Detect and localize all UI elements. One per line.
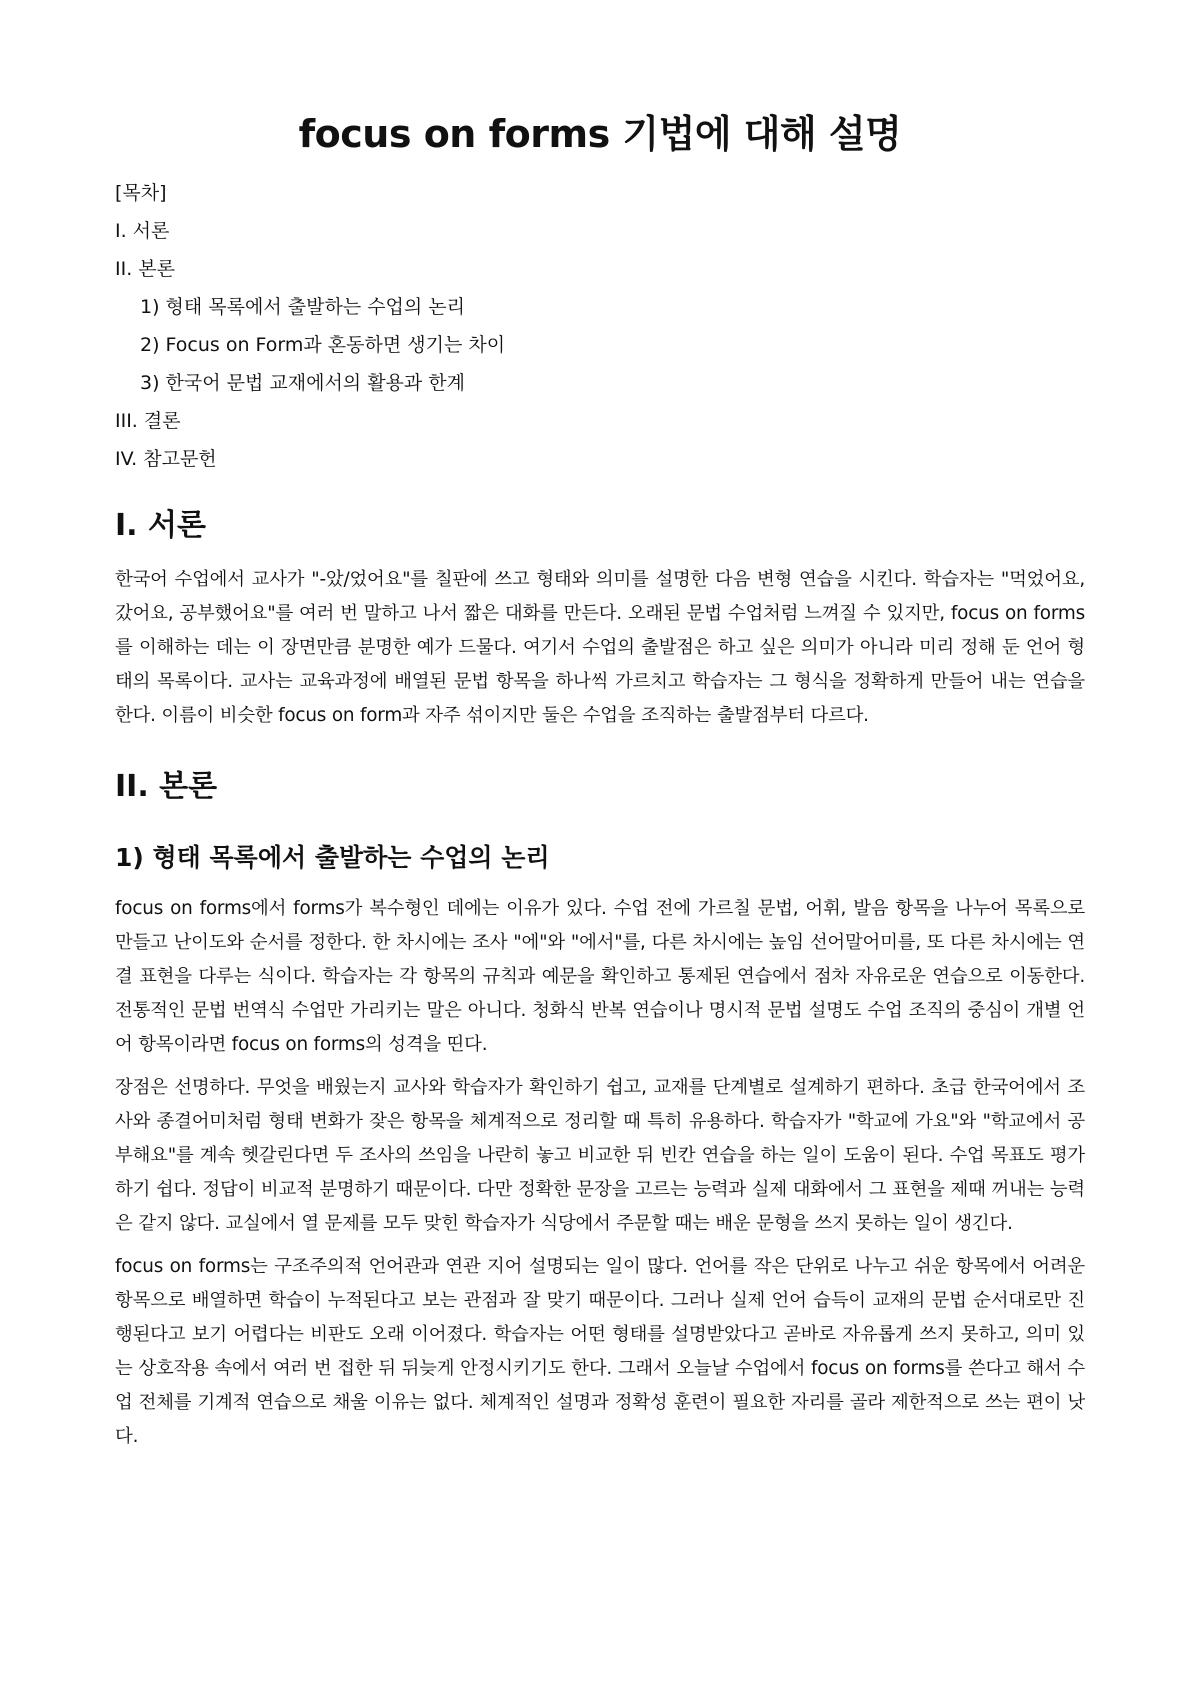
- body-paragraph-3: focus on forms는 구조주의적 언어관과 연관 지어 설명되는 일이 많다. 언어를 작은 단위로 나누고 쉬운 항목에서 어려운 항목으로 배열하면 학습이 누적된다고 보는 관점과 잘 맞기 때문이다. 그러나 실제 언어 습득이 교재의 문법 순서대로만 진행된다고 보기 어렵다는 비판도 오래 이어졌다. 학습자는 어떤 형태를 설명받았다고 곧바로 자유롭게 쓰지 못하고, 의미 있는 상호작용 속에서 여러 번 접한 뒤 뒤늦게 안정시키기도 한다. 그래서 오늘날 수업에서 focus on forms를 쓴다고 해서 수업 전체를 기계적 연습으로 채울 이유는 없다. 체계적인 설명과 정확성 훈련이 필요한 자리를 골라 제한적으로 쓰는 편이 낫다.: [115, 1255, 1085, 1447]
- toc-subitem-2: 2) Focus on Form과 혼동하면 생기는 차이: [140, 333, 506, 356]
- subsection-heading-1: 1) 형태 목록에서 출발하는 수업의 논리: [115, 842, 550, 872]
- intro-paragraph: 한국어 수업에서 교사가 "-았/었어요"를 칠판에 쓰고 형태와 의미를 설명한 다음 변형 연습을 시킨다. 학습자는 "먹었어요, 갔어요, 공부했어요"를 여러 번 말하고 나서 짧은 대화를 만든다. 오래된 문법 수업처럼 느껴질 수 있지만, focus on forms를 이해하는 데는 이 장면만큼 분명한 예가 드물다. 여기서 수업의 출발점은 하고 싶은 의미가 아니라 미리 정해 둔 언어 형태의 목록이다. 교사는 교육과정에 배열된 문법 항목을 하나씩 가르치고 학습자는 그 형식을 정확하게 만들어 내는 연습을 한다. 이름이 비슷한 focus on form과 자주 섞이지만 둘은 수업을 조직하는 출발점부터 다르다.: [115, 568, 1085, 726]
- toc-subitem-3: 3) 한국어 문법 교재에서의 활용과 한계: [140, 371, 466, 394]
- document-title: focus on forms 기법에 대해 설명: [298, 112, 902, 156]
- toc-item-references: IV. 참고문헌: [115, 447, 217, 470]
- section-heading-intro: I. 서론: [115, 507, 206, 543]
- toc-subitem-1: 1) 형태 목록에서 출발하는 수업의 논리: [140, 295, 466, 318]
- toc-heading: [목차]: [115, 181, 167, 204]
- toc-item-intro: I. 서론: [115, 219, 170, 242]
- toc-item-body: II. 본론: [115, 257, 175, 280]
- body-paragraph-2: 장점은 선명하다. 무엇을 배웠는지 교사와 학습자가 확인하기 쉽고, 교재를 단계별로 설계하기 편하다. 초급 한국어에서 조사와 종결어미처럼 형태 변화가 잦은 항목을 체계적으로 정리할 때 특히 유용하다. 학습자가 "학교에 가요"와 "학교에서 공부해요"를 계속 헷갈린다면 두 조사의 쓰임을 나란히 놓고 비교한 뒤 빈칸 연습을 하는 일이 도움이 된다. 수업 목표도 평가하기 쉽다. 정답이 비교적 분명하기 때문이다. 다만 정확한 문장을 고르는 능력과 실제 대화에서 그 표현을 제때 꺼내는 능력은 같지 않다. 교실에서 열 문제를 모두 맞힌 학습자가 식당에서 주문할 때는 배운 문형을 쓰지 못하는 일이 생긴다.: [115, 1076, 1085, 1234]
- body-paragraph-1: focus on forms에서 forms가 복수형인 데에는 이유가 있다. 수업 전에 가르칠 문법, 어휘, 발음 항목을 나누어 목록으로 만들고 난이도와 순서를 정한다. 한 차시에는 조사 "에"와 "에서"를, 다른 차시에는 높임 선어말어미를, 또 다른 차시에는 연결 표현을 다루는 식이다. 학습자는 각 항목의 규칙과 예문을 확인하고 통제된 연습에서 점차 자유로운 연습으로 이동한다. 전통적인 문법 번역식 수업만 가리키는 말은 아니다. 청화식 반복 연습이나 명시적 문법 설명도 수업 조직의 중심이 개별 언어 항목이라면 focus on forms의 성격을 띤다.: [115, 897, 1085, 1055]
- toc-item-conclusion: III. 결론: [115, 409, 181, 432]
- table-of-contents: [115, 180, 1085, 472]
- section-heading-body: II. 본론: [115, 768, 218, 804]
